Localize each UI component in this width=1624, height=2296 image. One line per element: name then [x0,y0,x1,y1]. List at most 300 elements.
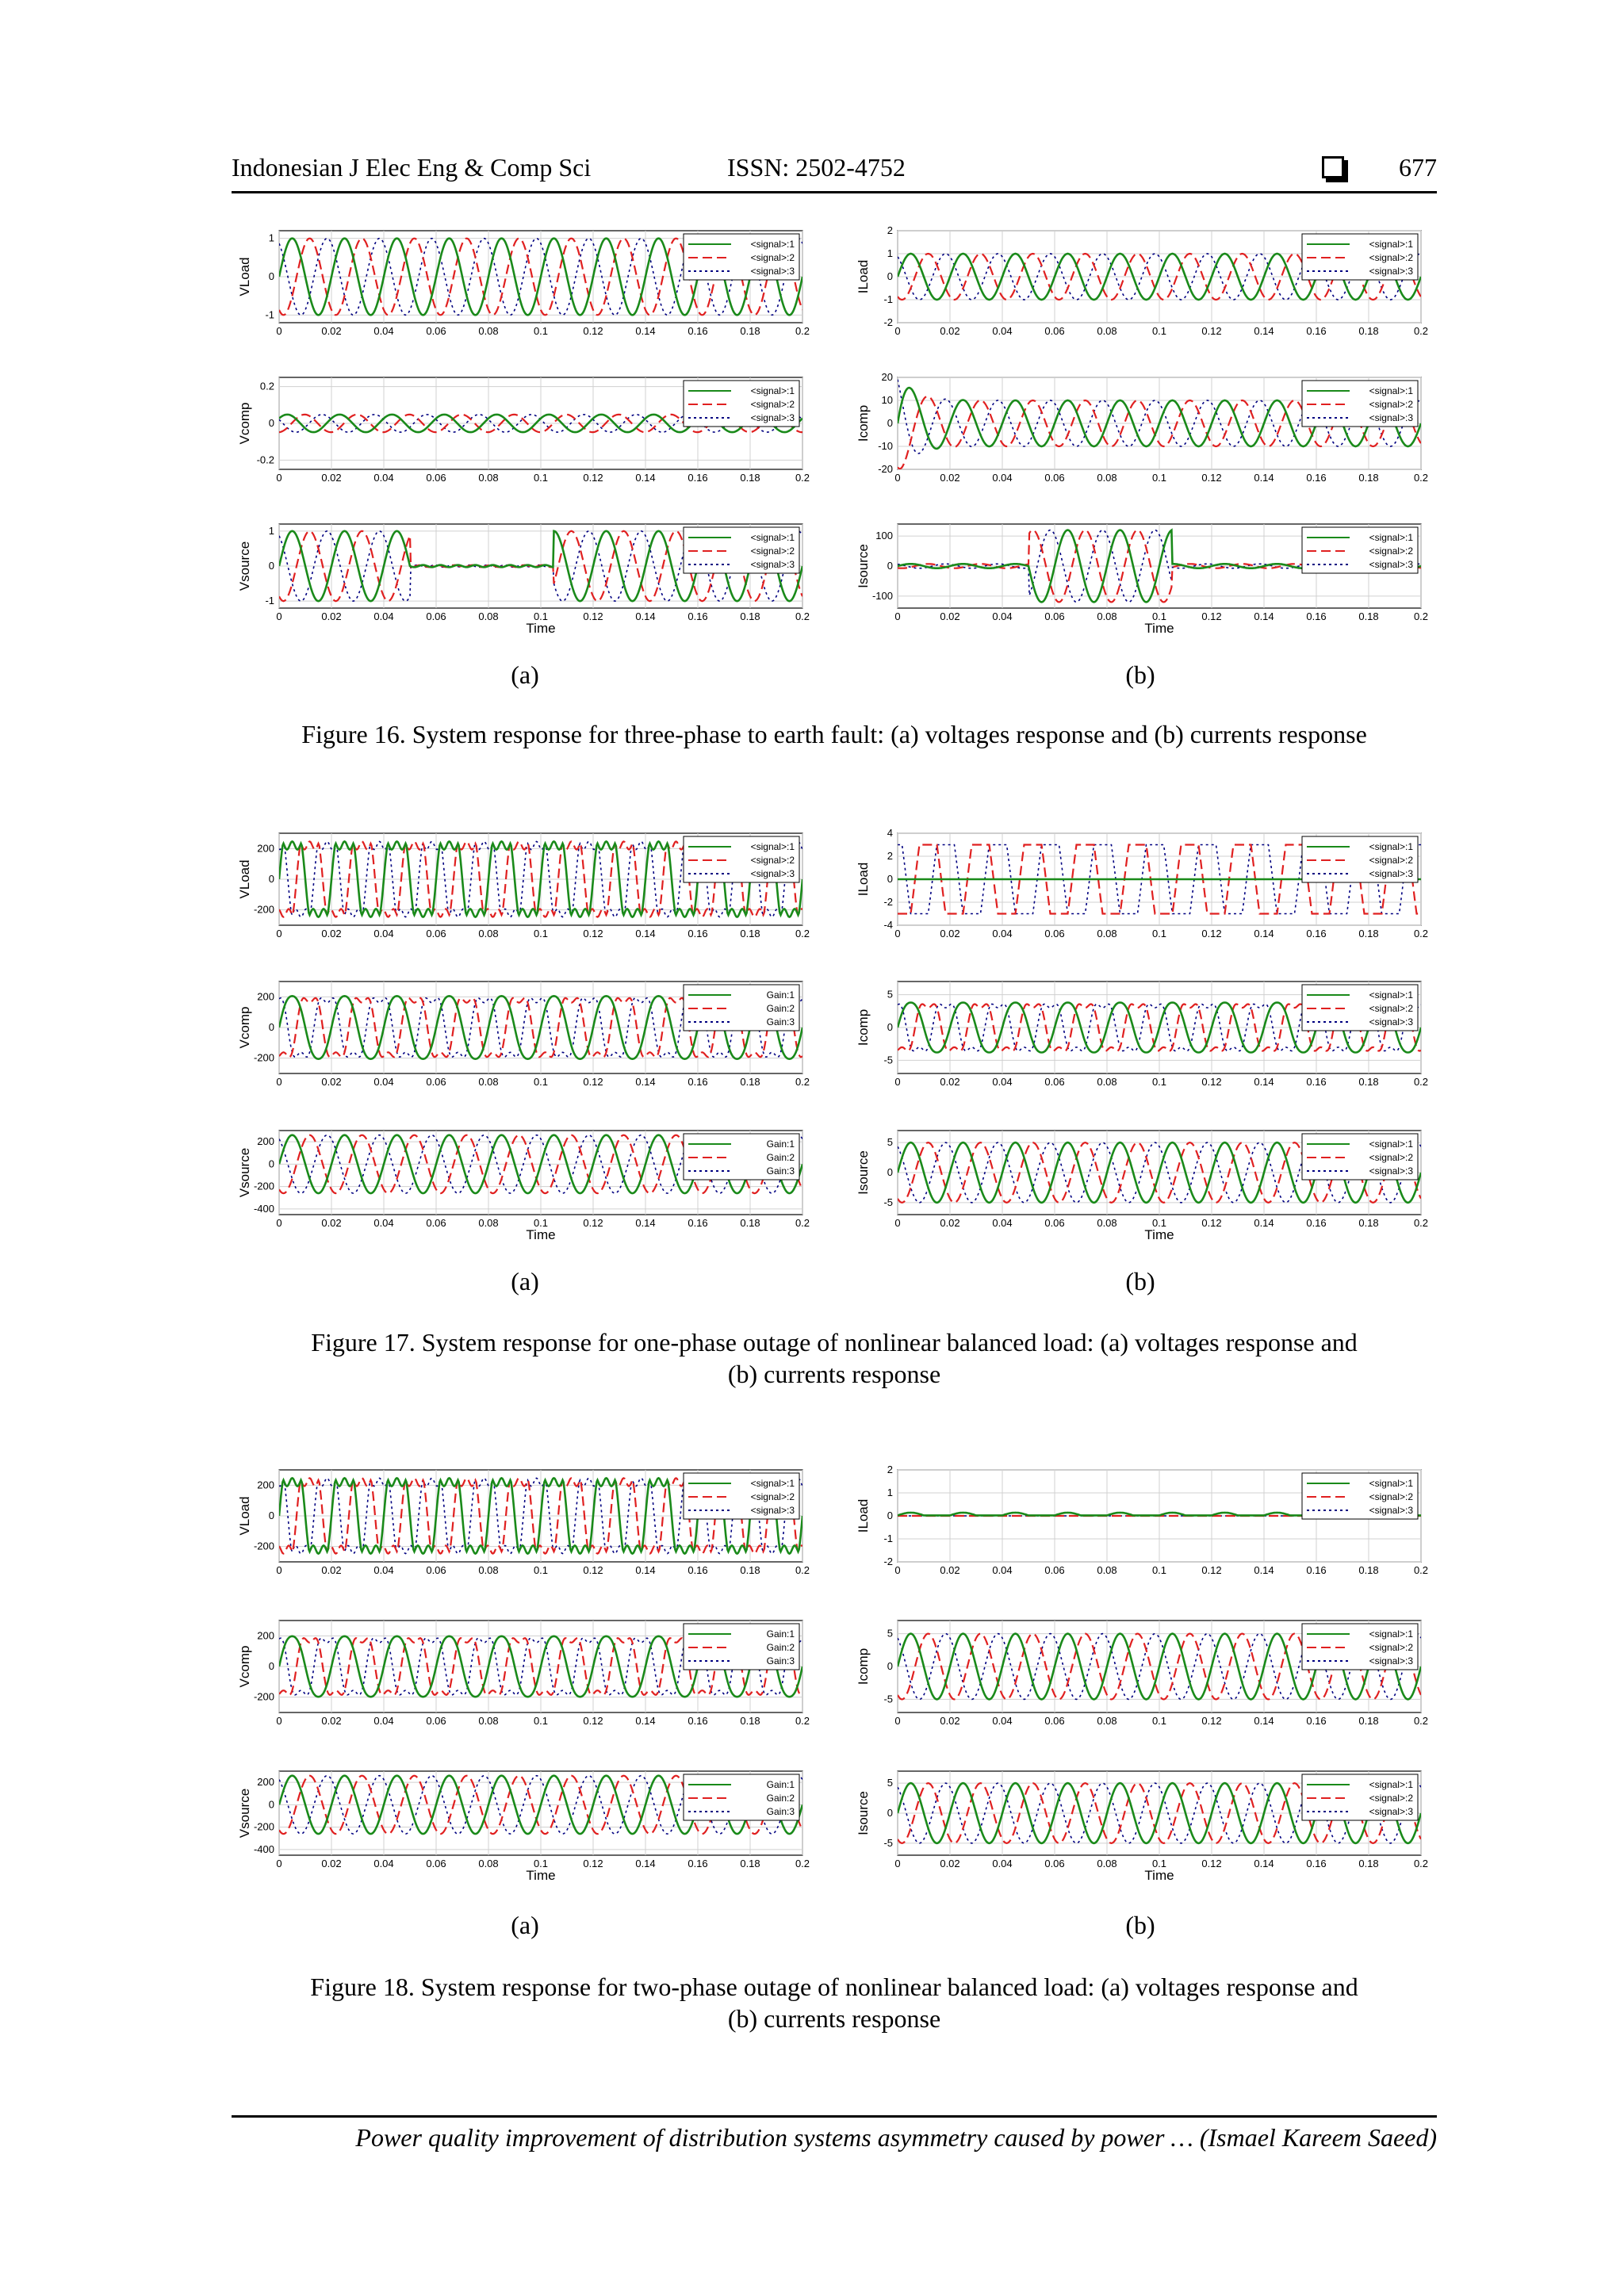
y-tick-label: -200 [253,1180,274,1192]
y-tick-label: -400 [253,1202,274,1215]
legend-label: <signal>:1 [1369,532,1413,543]
x-tick-label: 0.12 [1201,472,1222,484]
x-tick-label: 0.04 [373,928,394,939]
subfigure-label-a: (a) [511,660,539,689]
x-tick-label: 0.12 [583,1076,603,1088]
x-tick-label: 0.02 [321,1076,342,1088]
y-tick-label: 0 [887,1021,893,1033]
x-tick-label: 0.2 [1413,1715,1429,1727]
y-axis-label: Isource [856,1791,871,1835]
legend-label: <signal>:2 [1369,545,1413,557]
x-tick-label: 0.16 [1306,1715,1327,1727]
x-tick-label: 0 [894,1715,901,1727]
x-tick-label: 0.06 [426,1858,446,1869]
x-tick-label: 0.02 [321,472,342,484]
x-tick-label: 0.1 [533,1858,549,1869]
y-axis-label: VLoad [237,859,252,899]
x-tick-label: 0.16 [688,1564,708,1576]
x-tick-label: 0.04 [992,610,1013,622]
x-tick-label: 0.02 [940,928,960,939]
x-tick-label: 0.14 [635,1217,656,1229]
legend-label: <signal>:1 [1369,1779,1413,1790]
y-tick-label: 0 [887,560,893,572]
x-tick-label: 0.16 [1306,472,1327,484]
y-tick-label: -10 [878,440,893,452]
x-tick-label: 0.08 [478,1217,499,1229]
x-axis-label: Time [1144,1868,1174,1883]
y-tick-label: 0 [887,270,893,282]
x-tick-label: 0.1 [1151,1715,1167,1727]
x-tick-label: 0.06 [426,1217,446,1229]
y-axis-label: Vsource [237,1788,252,1839]
x-tick-label: 0.18 [1358,1076,1379,1088]
y-tick-label: 0 [268,873,274,885]
legend-label: <signal>:2 [1369,1003,1413,1014]
x-tick-label: 0.04 [373,325,394,337]
x-tick-label: 0.1 [1151,1858,1167,1869]
y-tick-label: 0 [268,270,274,282]
x-tick-label: 0.14 [635,1715,656,1727]
x-tick-label: 0.08 [478,610,499,622]
x-tick-label: 0.08 [478,1076,499,1088]
x-tick-label: 0.2 [795,472,810,484]
x-tick-label: 0.06 [426,325,446,337]
x-tick-label: 0.08 [1097,472,1117,484]
x-tick-label: 0.04 [992,1076,1013,1088]
y-axis-label: Icomp [856,1008,871,1047]
x-tick-label: 0.02 [940,472,960,484]
x-axis-label: Time [1144,621,1174,636]
page-footer: Power quality improvement of distribution systems asymmetry caused by power … (Ismael Kareem Saeed) [355,2123,1437,2152]
legend-label: <signal>:3 [1369,1165,1413,1177]
chart-svg [856,1465,1427,1580]
y-tick-label: 0 [887,1510,893,1521]
x-tick-label: 0.04 [373,472,394,484]
y-tick-label: -200 [253,1690,274,1703]
y-tick-label: 20 [881,371,893,383]
legend-label: <signal>:2 [1369,252,1413,263]
y-tick-label: 0 [268,1660,274,1672]
x-tick-label: 0.2 [795,1217,810,1229]
x-tick-label: 0.2 [795,1076,810,1088]
x-tick-label: 0 [276,928,282,939]
chart-f17-vload [238,828,809,943]
x-tick-label: 0.18 [740,1858,760,1869]
x-tick-label: 0 [894,325,901,337]
x-tick-label: 0 [276,610,282,622]
x-tick-label: 0.14 [1254,1217,1274,1229]
figure-caption: Figure 16. System response for three-phase to earth fault: (a) voltages response and (b) currents response [301,720,1367,748]
x-tick-label: 0 [276,1564,282,1576]
chart-f18-icomp [856,1616,1427,1731]
y-tick-label: 0 [268,417,274,429]
x-tick-label: 0.14 [1254,610,1274,622]
chart-f16-vsource [238,519,809,634]
x-tick-label: 0.16 [688,325,708,337]
x-tick-label: 0.04 [373,1564,394,1576]
y-tick-label: 2 [887,850,893,862]
y-axis-label: ILoad [856,1498,871,1533]
y-tick-label: -400 [253,1843,274,1855]
x-tick-label: 0.06 [1044,1858,1065,1869]
legend-label: Gain:3 [766,1016,795,1027]
chart-svg [238,828,809,943]
chart-svg [238,1616,809,1731]
legend-label: Gain:3 [766,1655,795,1667]
x-tick-label: 0.1 [1151,1217,1167,1229]
x-tick-label: 0.04 [992,1564,1013,1576]
x-tick-label: 0.18 [1358,1858,1379,1869]
x-tick-label: 0.06 [1044,1564,1065,1576]
x-tick-label: 0.2 [1413,472,1429,484]
figure-caption [232,1971,1437,2034]
legend-label: <signal>:2 [1369,1491,1413,1502]
y-tick-label: -2 [883,1556,893,1567]
legend-label: Gain:1 [766,989,795,1001]
x-tick-label: 0.12 [583,472,603,484]
y-tick-label: -1 [883,1533,893,1544]
x-tick-label: 0.1 [533,1715,549,1727]
y-tick-label: 0 [887,1807,893,1819]
x-tick-label: 0.08 [1097,1217,1117,1229]
y-axis-label: VLoad [237,1496,252,1536]
x-tick-label: 0.08 [1097,1564,1117,1576]
x-tick-label: 0.16 [688,1076,708,1088]
x-tick-label: 0.08 [1097,1858,1117,1869]
legend-label: <signal>:2 [750,252,795,263]
y-tick-label: 0 [268,560,274,572]
subfigure-label-a: (a) [511,1911,539,1939]
x-tick-label: 0.12 [1201,1715,1222,1727]
x-tick-label: 0.12 [583,1217,603,1229]
chart-svg [856,977,1427,1092]
legend-label: <signal>:3 [750,1505,795,1516]
chart-svg [238,373,809,488]
chart-f18-vcomp [238,1616,809,1731]
legend-label: <signal>:3 [1369,559,1413,570]
x-tick-label: 0.1 [533,610,549,622]
x-tick-label: 0.1 [1151,472,1167,484]
x-tick-label: 0.16 [688,1715,708,1727]
x-tick-label: 0.18 [1358,610,1379,622]
x-tick-label: 0.14 [1254,325,1274,337]
x-tick-label: 0.14 [1254,1564,1274,1576]
y-tick-label: 0 [268,1158,274,1170]
x-tick-label: 0.08 [478,1715,499,1727]
legend-label: <signal>:1 [1369,1138,1413,1150]
x-tick-label: 0.06 [1044,928,1065,939]
x-tick-label: 0.1 [533,928,549,939]
figure-caption [232,1326,1437,1390]
x-tick-label: 0.02 [940,610,960,622]
chart-f16-isource [856,519,1427,634]
x-tick-label: 0.1 [1151,1076,1167,1088]
x-tick-label: 0.18 [740,472,760,484]
y-tick-label: 200 [257,990,274,1003]
legend-label: <signal>:1 [750,239,795,250]
y-axis-label: Icomp [856,404,871,442]
legend-label: <signal>:2 [750,1491,795,1502]
x-tick-label: 0.08 [478,325,499,337]
y-tick-label: 200 [257,842,274,855]
x-tick-label: 0.04 [992,325,1013,337]
x-tick-label: 0.02 [940,1858,960,1869]
y-axis-label: Vsource [237,1147,252,1198]
legend-label: Gain:2 [766,1003,795,1014]
x-tick-label: 0.18 [740,928,760,939]
x-tick-label: 0.02 [940,1564,960,1576]
y-tick-label: -1 [265,308,274,321]
chart-f18-isource [856,1766,1427,1881]
y-tick-label: 0 [887,1660,893,1672]
y-tick-label: 5 [887,1627,893,1640]
x-tick-label: 0 [276,472,282,484]
chart-svg [856,373,1427,488]
x-tick-label: 0.2 [1413,1858,1429,1869]
x-tick-label: 0.06 [1044,1076,1065,1088]
y-tick-label: 4 [887,827,893,839]
square-bullet-icon [1322,156,1344,178]
x-tick-label: 0 [894,1858,901,1869]
y-tick-label: 0 [887,873,893,885]
x-tick-label: 0.02 [321,1564,342,1576]
x-tick-label: 0.02 [321,928,342,939]
y-axis-label: Vcomp [237,402,252,445]
x-tick-label: 0.06 [426,472,446,484]
y-tick-label: -4 [883,919,893,931]
x-tick-label: 0.04 [992,1217,1013,1229]
x-tick-label: 0.16 [688,1858,708,1869]
caption-line-2: (b) currents response [727,2004,941,2033]
y-tick-label: 0 [887,417,893,429]
footer-rule [232,2115,1437,2118]
x-tick-label: 0.14 [1254,472,1274,484]
x-tick-label: 0.08 [1097,1076,1117,1088]
x-tick-label: 0.12 [1201,1217,1222,1229]
x-tick-label: 0.04 [992,1715,1013,1727]
x-tick-label: 0 [276,325,282,337]
y-tick-label: -5 [883,1836,893,1849]
x-tick-label: 0.02 [940,1715,960,1727]
y-tick-label: 0 [268,1510,274,1521]
x-tick-label: 0 [276,1715,282,1727]
chart-svg [856,828,1427,943]
x-tick-label: 0.12 [583,1858,603,1869]
y-tick-label: -100 [871,589,893,602]
page-number: 677 [1399,153,1437,182]
chart-f16-icomp [856,373,1427,488]
x-tick-label: 0.1 [1151,610,1167,622]
chart-svg [856,1616,1427,1731]
y-tick-label: -200 [253,1820,274,1833]
subfigure-label-b: (b) [1125,660,1155,689]
x-tick-label: 0.06 [426,610,446,622]
x-tick-label: 0.06 [426,928,446,939]
x-tick-label: 0.02 [321,1217,342,1229]
y-axis-label: Vcomp [237,1645,252,1688]
y-tick-label: 200 [257,1135,274,1148]
x-axis-label: Time [1144,1227,1174,1242]
y-axis-label: Icomp [856,1647,871,1686]
legend-label: Gain:3 [766,1165,795,1177]
legend-label: <signal>:2 [1369,1642,1413,1653]
y-tick-label: -200 [253,1540,274,1552]
y-tick-label: 0 [887,1166,893,1178]
x-tick-label: 0 [276,1217,282,1229]
x-tick-label: 0 [894,610,901,622]
x-tick-label: 0.04 [992,1858,1013,1869]
x-tick-label: 0.18 [1358,1217,1379,1229]
x-tick-label: 0.06 [1044,472,1065,484]
chart-svg [856,1766,1427,1881]
legend-label: <signal>:3 [750,559,795,570]
x-tick-label: 0.12 [583,928,603,939]
x-tick-label: 0.14 [1254,1715,1274,1727]
x-tick-label: 0.1 [533,1217,549,1229]
x-tick-label: 0.1 [533,472,549,484]
x-tick-label: 0.2 [1413,1217,1429,1229]
x-tick-label: 0 [276,1858,282,1869]
y-tick-label: -5 [883,1196,893,1208]
x-tick-label: 0.12 [1201,928,1222,939]
legend-label: <signal>:2 [750,399,795,410]
legend-label: Gain:2 [766,1642,795,1653]
chart-f17-iload [856,828,1427,943]
legend-label: <signal>:1 [750,385,795,396]
chart-svg [238,519,809,634]
legend-label: <signal>:1 [750,1478,795,1489]
x-tick-label: 0.2 [795,325,810,337]
issn: ISSN: 2502-4752 [727,153,906,182]
y-tick-label: 5 [887,1136,893,1149]
x-tick-label: 0.06 [1044,325,1065,337]
legend-label: <signal>:2 [1369,1793,1413,1804]
legend-label: <signal>:3 [1369,1806,1413,1817]
legend-label: Gain:3 [766,1806,795,1817]
page-header [232,153,1437,189]
x-tick-label: 0.04 [992,928,1013,939]
y-tick-label: 1 [887,247,893,259]
x-tick-label: 0.12 [1201,1564,1222,1576]
legend-label: <signal>:1 [1369,841,1413,852]
x-tick-label: 0.14 [1254,1076,1274,1088]
y-tick-label: -2 [883,316,893,328]
y-axis-label: Vcomp [237,1006,252,1049]
x-tick-label: 0.2 [795,928,810,939]
y-axis-label: VLoad [237,257,252,297]
legend-label: <signal>:1 [750,532,795,543]
x-tick-label: 0.2 [795,610,810,622]
x-tick-label: 0.16 [688,472,708,484]
x-tick-label: 0.16 [688,928,708,939]
y-tick-label: 1 [268,232,274,244]
x-axis-label: Time [526,1227,556,1242]
x-tick-label: 0.02 [321,610,342,622]
y-axis-label: ILoad [856,862,871,897]
x-tick-label: 0.04 [373,1217,394,1229]
chart-svg [238,1766,809,1881]
x-tick-label: 0.18 [1358,325,1379,337]
chart-svg [238,1465,809,1580]
chart-svg [856,1126,1427,1241]
chart-f17-isource [856,1126,1427,1241]
x-tick-label: 0.1 [533,1076,549,1088]
x-tick-label: 0.06 [1044,610,1065,622]
legend-label: <signal>:2 [750,545,795,557]
legend-label: <signal>:1 [1369,239,1413,250]
x-tick-label: 0 [894,928,901,939]
x-tick-label: 0.02 [321,1858,342,1869]
x-tick-label: 0.12 [583,1564,603,1576]
x-tick-label: 0.18 [740,325,760,337]
y-tick-label: -200 [253,903,274,916]
legend-label: <signal>:2 [1369,855,1413,866]
x-tick-label: 0.14 [635,325,656,337]
x-tick-label: 0.02 [940,1217,960,1229]
x-tick-label: 0.18 [740,1564,760,1576]
header-rule [232,191,1437,193]
x-tick-label: 0.16 [688,610,708,622]
x-tick-label: 0.18 [740,1715,760,1727]
x-axis-label: Time [526,1868,556,1883]
x-tick-label: 0.1 [1151,1564,1167,1576]
legend-label: <signal>:3 [1369,1016,1413,1027]
x-tick-label: 0.06 [426,1564,446,1576]
x-tick-label: 0.2 [1413,325,1429,337]
x-tick-label: 0.06 [426,1715,446,1727]
x-tick-label: 0.14 [635,1564,656,1576]
x-tick-label: 0.14 [635,928,656,939]
x-tick-label: 0.04 [992,472,1013,484]
y-tick-label: -1 [883,293,893,305]
x-tick-label: 0.16 [1306,325,1327,337]
x-tick-label: 0.2 [795,1715,810,1727]
y-tick-label: -20 [878,463,893,475]
y-tick-label: 2 [887,1464,893,1475]
legend-label: <signal>:3 [750,412,795,423]
y-tick-label: 2 [887,224,893,236]
legend-label: <signal>:2 [1369,1152,1413,1163]
x-tick-label: 0.12 [1201,1858,1222,1869]
y-axis-label: Isource [856,544,871,588]
x-tick-label: 0.1 [1151,928,1167,939]
subfigure-label-b: (b) [1125,1911,1155,1939]
caption-line-2: (b) currents response [727,1360,941,1388]
chart-f17-vsource [238,1126,809,1241]
x-tick-label: 0.08 [1097,325,1117,337]
legend-label: <signal>:1 [1369,385,1413,396]
x-tick-label: 0.12 [1201,1076,1222,1088]
x-tick-label: 0.08 [1097,610,1117,622]
x-tick-label: 0.18 [740,1076,760,1088]
x-tick-label: 0.16 [1306,1217,1327,1229]
legend-label: <signal>:1 [1369,989,1413,1001]
x-tick-label: 0.12 [583,610,603,622]
legend-label: Gain:2 [766,1152,795,1163]
x-tick-label: 0.18 [1358,928,1379,939]
x-tick-label: 0.2 [1413,1564,1429,1576]
legend-label: Gain:2 [766,1793,795,1804]
legend-label: <signal>:1 [1369,1628,1413,1640]
y-tick-label: 5 [887,988,893,1001]
x-tick-label: 0.18 [1358,472,1379,484]
legend-label: <signal>:3 [750,868,795,879]
x-tick-label: 0.18 [740,1217,760,1229]
legend-label: <signal>:3 [1369,266,1413,277]
x-tick-label: 0.16 [1306,1858,1327,1869]
x-tick-label: 0.12 [1201,610,1222,622]
y-tick-label: -1 [265,595,274,607]
